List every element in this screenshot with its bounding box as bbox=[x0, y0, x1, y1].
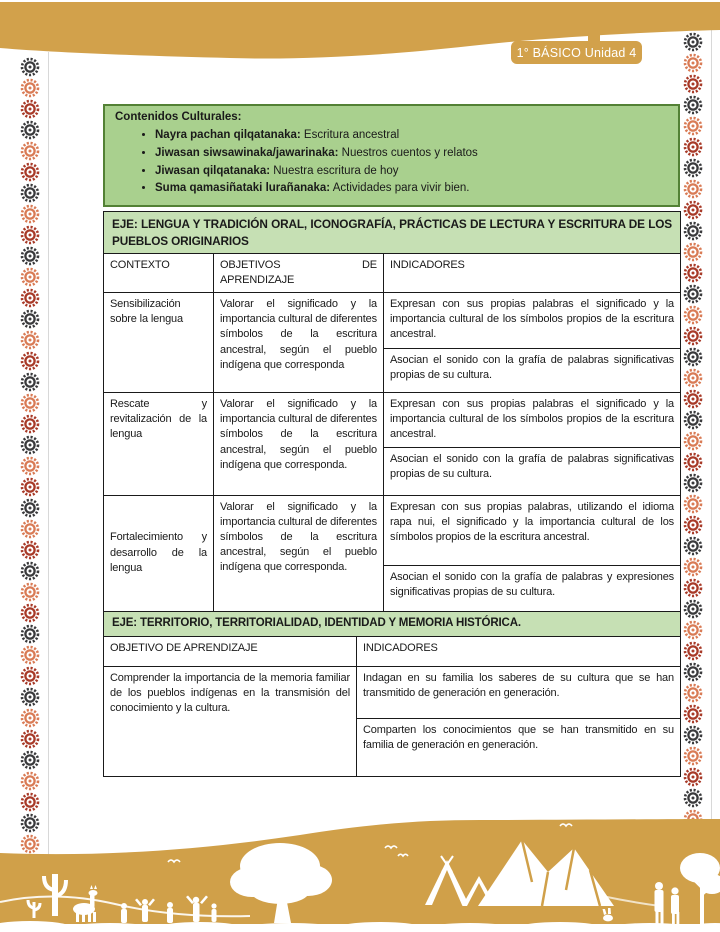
column-header-objetivo: OBJETIVO DE APRENDIZAJE bbox=[104, 636, 357, 666]
curriculum-table-lengua bbox=[103, 211, 681, 611]
list-item: • Suma qamasiñataki lurañanaka: Actividades para vivir bien. bbox=[155, 180, 668, 198]
rosette-ornament-icon bbox=[683, 53, 703, 73]
page-frame-line-left bbox=[48, 52, 49, 902]
column-header-objetivos: OBJETIVOS DE APRENDIZAJE bbox=[214, 253, 384, 292]
rosette-ornament-icon bbox=[683, 641, 703, 661]
ornament-chain-left bbox=[20, 57, 40, 854]
rosette-ornament-icon bbox=[20, 540, 40, 560]
rosette-ornament-icon bbox=[20, 57, 40, 77]
rosette-ornament-icon bbox=[20, 414, 40, 434]
rosette-ornament-icon bbox=[20, 435, 40, 455]
indicador-cell: Asocian el sonido con la grafía de palabras significativas propias de su cultura. bbox=[384, 349, 681, 393]
eje-header: EJE: TERRITORIO, TERRITORIALIDAD, IDENTIDAD Y MEMORIA HISTÓRICA. bbox=[104, 611, 681, 636]
ornament-chain-right bbox=[683, 32, 703, 829]
landscape-gold-band bbox=[0, 819, 720, 924]
rosette-ornament-icon bbox=[20, 288, 40, 308]
indicador-cell: Expresan con sus propias palabras el significado y la importancia cultural de los símbolos propios de la escritura ancestral. bbox=[384, 293, 681, 349]
rosette-ornament-icon bbox=[20, 624, 40, 644]
rosette-ornament-icon bbox=[683, 116, 703, 136]
page-frame-line-right bbox=[711, 30, 712, 902]
rosette-ornament-icon bbox=[683, 431, 703, 451]
rosette-ornament-icon bbox=[683, 368, 703, 388]
list-item: • Jiwasan qilqatanaka: Nuestra escritura de hoy bbox=[155, 163, 668, 181]
rosette-ornament-icon bbox=[20, 687, 40, 707]
rosette-ornament-icon bbox=[20, 456, 40, 476]
curriculum-table-territorio bbox=[103, 611, 681, 777]
rosette-ornament-icon bbox=[20, 78, 40, 98]
rosette-ornament-icon bbox=[683, 242, 703, 262]
column-header-contexto: CONTEXTO bbox=[104, 253, 214, 292]
rosette-ornament-icon bbox=[20, 330, 40, 350]
rosette-ornament-icon bbox=[20, 603, 40, 623]
list-item: • Jiwasan siwsawinaka/jawarinaka: Nuestros cuentos y relatos bbox=[155, 145, 668, 163]
unit-badge bbox=[511, 41, 642, 64]
rosette-ornament-icon bbox=[683, 578, 703, 598]
rosette-ornament-icon bbox=[683, 788, 703, 808]
rosette-ornament-icon bbox=[683, 599, 703, 619]
rosette-ornament-icon bbox=[683, 284, 703, 304]
rosette-ornament-icon bbox=[683, 158, 703, 178]
rosette-ornament-icon bbox=[683, 263, 703, 283]
rosette-ornament-icon bbox=[683, 305, 703, 325]
rosette-ornament-icon bbox=[20, 498, 40, 518]
contexto-cell: Fortalecimiento y desarrollo de la lengua bbox=[104, 495, 214, 611]
rosette-ornament-icon bbox=[20, 771, 40, 791]
objetivo-cell: Valorar el significado y la importancia cultural de diferentes símbolos de la escritura ancestral, según el pueblo indígena que corresponda. bbox=[214, 495, 384, 611]
rosette-ornament-icon bbox=[683, 536, 703, 556]
main-content bbox=[103, 104, 680, 777]
rosette-ornament-icon bbox=[683, 179, 703, 199]
rosette-ornament-icon bbox=[683, 74, 703, 94]
rosette-ornament-icon bbox=[683, 410, 703, 430]
rosette-ornament-icon bbox=[20, 162, 40, 182]
rosette-ornament-icon bbox=[20, 561, 40, 581]
column-header-indicadores: INDICADORES bbox=[357, 636, 681, 666]
rosette-ornament-icon bbox=[20, 141, 40, 161]
rosette-ornament-icon bbox=[683, 767, 703, 787]
rosette-ornament-icon bbox=[20, 120, 40, 140]
rosette-ornament-icon bbox=[683, 347, 703, 367]
rosette-ornament-icon bbox=[20, 99, 40, 119]
rosette-ornament-icon bbox=[20, 666, 40, 686]
indicador-cell: Expresan con sus propias palabras el significado y la importancia cultural de los símbolos propios de la escritura ancestral. bbox=[384, 393, 681, 448]
rosette-ornament-icon bbox=[683, 200, 703, 220]
rosette-ornament-icon bbox=[20, 393, 40, 413]
rosette-ornament-icon bbox=[20, 792, 40, 812]
rosette-ornament-icon bbox=[20, 309, 40, 329]
indicador-cell: Indagan en su familia los saberes de su cultura que se han transmitido de generación en generación. bbox=[357, 666, 681, 718]
indicador-cell: Expresan con sus propias palabras, utilizando el idioma rapa nui, el significado y la importancia cultural de los símbolos propios de la escritura ancestral. bbox=[384, 495, 681, 565]
cultural-contents-title: Contenidos Culturales: bbox=[115, 111, 242, 123]
rosette-ornament-icon bbox=[683, 452, 703, 472]
unit-badge-label: 1° BÁSICO Unidad 4 bbox=[516, 45, 637, 60]
rosette-ornament-icon bbox=[683, 389, 703, 409]
cultural-contents-box bbox=[103, 104, 680, 207]
rosette-ornament-icon bbox=[683, 221, 703, 241]
objetivo-cell: Comprender la importancia de la memoria familiar de los pueblos indígenas en la transmisión del conocimiento y la cultura. bbox=[104, 666, 357, 776]
indicador-cell: Asocian el sonido con la grafía de palabras significativas propias de su cultura. bbox=[384, 447, 681, 495]
rosette-ornament-icon bbox=[683, 494, 703, 514]
list-item: • Nayra pachan qilqatanaka: Escritura ancestral bbox=[155, 127, 668, 145]
indicador-cell: Comparten los conocimientos que se han transmitido en su familia de generación en generación. bbox=[357, 718, 681, 776]
rosette-ornament-icon bbox=[683, 683, 703, 703]
landscape-illustration bbox=[0, 810, 720, 932]
rosette-ornament-icon bbox=[20, 267, 40, 287]
rosette-ornament-icon bbox=[683, 725, 703, 745]
rosette-ornament-icon bbox=[20, 582, 40, 602]
rosette-ornament-icon bbox=[683, 620, 703, 640]
rosette-ornament-icon bbox=[20, 204, 40, 224]
rosette-ornament-icon bbox=[683, 95, 703, 115]
rosette-ornament-icon bbox=[20, 246, 40, 266]
objetivo-cell: Valorar el significado y la importancia cultural de diferentes símbolos de la escritura ancestral, según el pueblo indígena que corresponda. bbox=[214, 393, 384, 496]
rosette-ornament-icon bbox=[20, 750, 40, 770]
rosette-ornament-icon bbox=[20, 708, 40, 728]
rosette-ornament-icon bbox=[683, 746, 703, 766]
rosette-ornament-icon bbox=[683, 473, 703, 493]
rosette-ornament-icon bbox=[20, 477, 40, 497]
rosette-ornament-icon bbox=[20, 351, 40, 371]
cultural-contents-list bbox=[155, 127, 668, 198]
rosette-ornament-icon bbox=[20, 645, 40, 665]
rosette-ornament-icon bbox=[683, 515, 703, 535]
rosette-ornament-icon bbox=[683, 662, 703, 682]
contexto-cell: Rescate y revitalización de la lengua bbox=[104, 393, 214, 496]
rosette-ornament-icon bbox=[20, 372, 40, 392]
rosette-ornament-icon bbox=[683, 32, 703, 52]
rosette-ornament-icon bbox=[683, 704, 703, 724]
rosette-ornament-icon bbox=[683, 326, 703, 346]
contexto-cell: Sensibilización sobre la lengua bbox=[104, 293, 214, 393]
objetivo-cell: Valorar el significado y la importancia cultural de diferentes símbolos de la escritura ancestral, según el pueblo indígena que corresponda bbox=[214, 293, 384, 393]
rosette-ornament-icon bbox=[20, 519, 40, 539]
rosette-ornament-icon bbox=[20, 225, 40, 245]
rosette-ornament-icon bbox=[20, 183, 40, 203]
eje-header: EJE: LENGUA Y TRADICIÓN ORAL, ICONOGRAFÍA, PRÁCTICAS DE LECTURA Y ESCRITURA DE LOS PUEBLOS ORIGINARIOS bbox=[104, 212, 681, 254]
indicador-cell: Asocian el sonido con la grafía de palabras y expresiones significativas propias de su cultura. bbox=[384, 565, 681, 611]
column-header-indicadores: INDICADORES bbox=[384, 253, 681, 292]
rosette-ornament-icon bbox=[683, 557, 703, 577]
rosette-ornament-icon bbox=[683, 137, 703, 157]
rosette-ornament-icon bbox=[20, 729, 40, 749]
